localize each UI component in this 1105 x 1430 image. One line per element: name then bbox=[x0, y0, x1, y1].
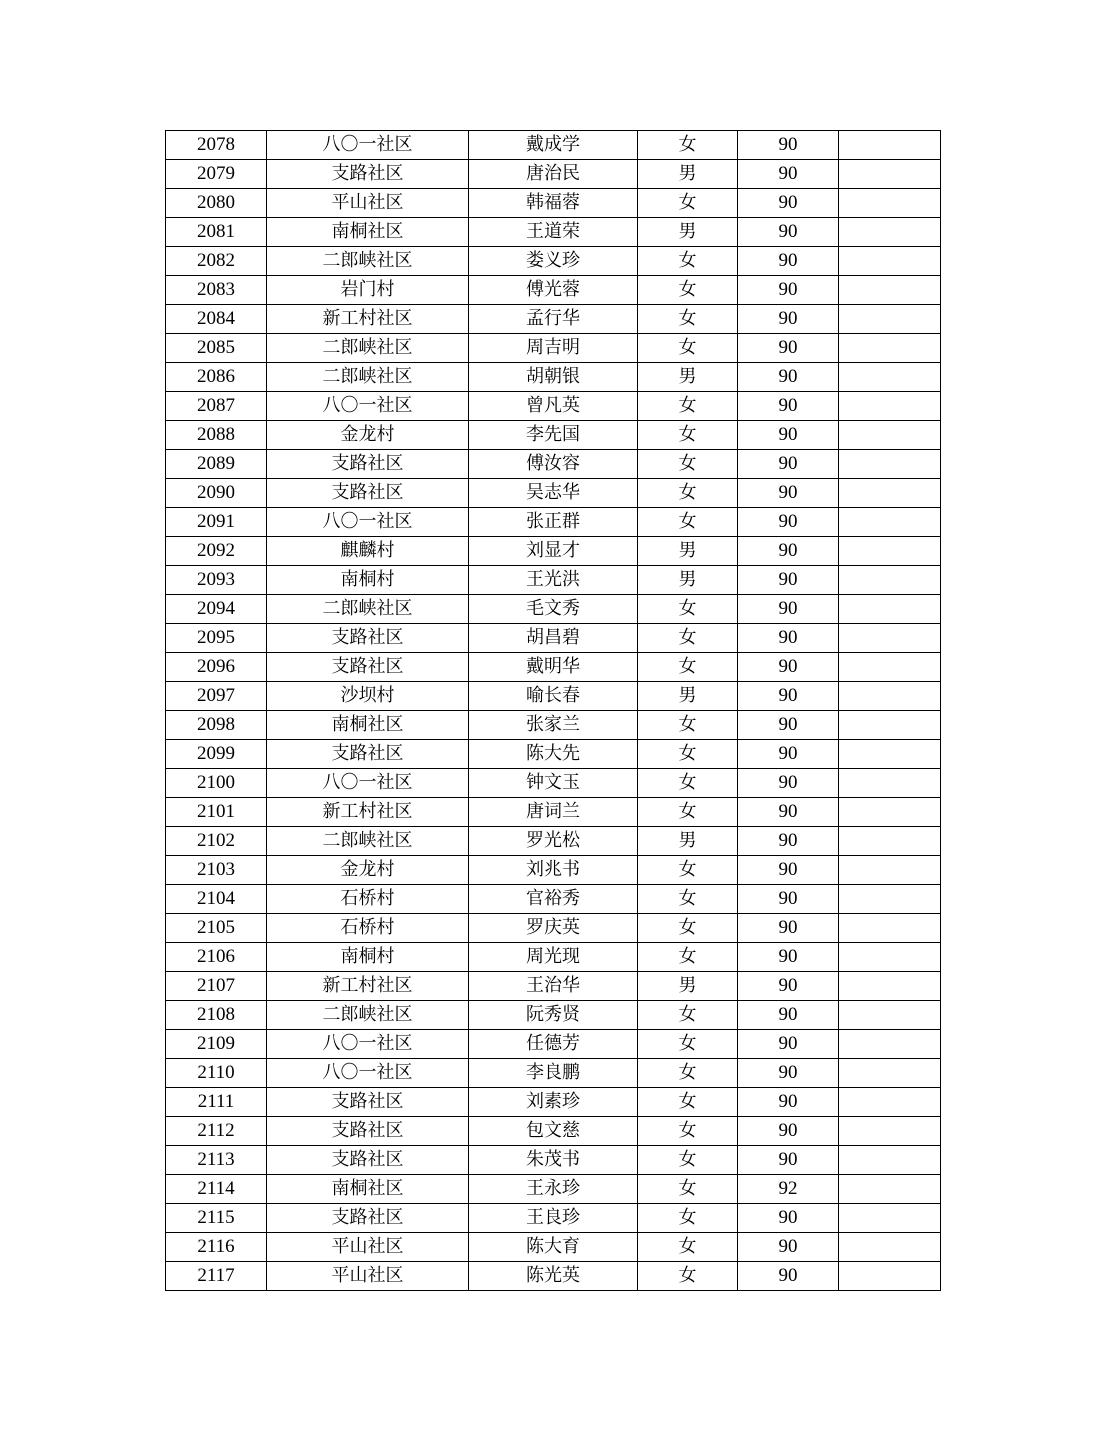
person-name-cell: 陈大育 bbox=[469, 1233, 638, 1262]
person-name-cell: 韩福蓉 bbox=[469, 189, 638, 218]
person-name-cell: 王光洪 bbox=[469, 566, 638, 595]
table-row bbox=[166, 131, 941, 160]
remark-cell bbox=[839, 247, 941, 276]
serial-number-cell: 2103 bbox=[166, 856, 267, 885]
sex-cell: 女 bbox=[638, 392, 738, 421]
age-cell: 90 bbox=[738, 218, 839, 247]
table-row bbox=[166, 1262, 941, 1291]
table-row bbox=[166, 1117, 941, 1146]
sex-cell: 女 bbox=[638, 305, 738, 334]
table-row bbox=[166, 595, 941, 624]
serial-number-cell: 2080 bbox=[166, 189, 267, 218]
serial-number-cell: 2098 bbox=[166, 711, 267, 740]
community-cell: 二郎峡社区 bbox=[267, 827, 469, 856]
person-name-cell: 任德芳 bbox=[469, 1030, 638, 1059]
serial-number-cell: 2088 bbox=[166, 421, 267, 450]
serial-number-cell: 2086 bbox=[166, 363, 267, 392]
sex-cell: 女 bbox=[638, 1088, 738, 1117]
sex-cell: 女 bbox=[638, 1175, 738, 1204]
community-cell: 南桐社区 bbox=[267, 1175, 469, 1204]
sex-cell: 男 bbox=[638, 363, 738, 392]
remark-cell bbox=[839, 1233, 941, 1262]
person-name-cell: 王道荣 bbox=[469, 218, 638, 247]
table-row bbox=[166, 943, 941, 972]
community-cell: 支路社区 bbox=[267, 1204, 469, 1233]
person-name-cell: 周吉明 bbox=[469, 334, 638, 363]
age-cell: 90 bbox=[738, 769, 839, 798]
table-row bbox=[166, 363, 941, 392]
sex-cell: 女 bbox=[638, 914, 738, 943]
person-name-cell: 包文慈 bbox=[469, 1117, 638, 1146]
sex-cell: 男 bbox=[638, 160, 738, 189]
table-row bbox=[166, 276, 941, 305]
age-cell: 90 bbox=[738, 595, 839, 624]
remark-cell bbox=[839, 943, 941, 972]
person-name-cell: 喻长春 bbox=[469, 682, 638, 711]
sex-cell: 女 bbox=[638, 856, 738, 885]
serial-number-cell: 2107 bbox=[166, 972, 267, 1001]
sex-cell: 女 bbox=[638, 885, 738, 914]
sex-cell: 女 bbox=[638, 450, 738, 479]
age-cell: 90 bbox=[738, 711, 839, 740]
table-row bbox=[166, 1059, 941, 1088]
community-cell: 八〇一社区 bbox=[267, 769, 469, 798]
sex-cell: 男 bbox=[638, 972, 738, 1001]
sex-cell: 女 bbox=[638, 508, 738, 537]
sex-cell: 男 bbox=[638, 682, 738, 711]
remark-cell bbox=[839, 769, 941, 798]
person-name-cell: 罗光松 bbox=[469, 827, 638, 856]
serial-number-cell: 2083 bbox=[166, 276, 267, 305]
table-row bbox=[166, 189, 941, 218]
remark-cell bbox=[839, 1001, 941, 1030]
table-row bbox=[166, 479, 941, 508]
age-cell: 90 bbox=[738, 653, 839, 682]
serial-number-cell: 2078 bbox=[166, 131, 267, 160]
community-cell: 二郎峡社区 bbox=[267, 247, 469, 276]
community-cell: 八〇一社区 bbox=[267, 131, 469, 160]
remark-cell bbox=[839, 653, 941, 682]
age-cell: 90 bbox=[738, 247, 839, 276]
roster-table bbox=[165, 130, 941, 1291]
age-cell: 90 bbox=[738, 189, 839, 218]
serial-number-cell: 2109 bbox=[166, 1030, 267, 1059]
table-row bbox=[166, 160, 941, 189]
remark-cell bbox=[839, 1088, 941, 1117]
sex-cell: 男 bbox=[638, 827, 738, 856]
serial-number-cell: 2112 bbox=[166, 1117, 267, 1146]
table-row bbox=[166, 914, 941, 943]
age-cell: 90 bbox=[738, 566, 839, 595]
community-cell: 支路社区 bbox=[267, 479, 469, 508]
community-cell: 八〇一社区 bbox=[267, 508, 469, 537]
community-cell: 支路社区 bbox=[267, 160, 469, 189]
age-cell: 90 bbox=[738, 1059, 839, 1088]
remark-cell bbox=[839, 972, 941, 1001]
table-row bbox=[166, 624, 941, 653]
person-name-cell: 钟文玉 bbox=[469, 769, 638, 798]
remark-cell bbox=[839, 305, 941, 334]
community-cell: 支路社区 bbox=[267, 653, 469, 682]
person-name-cell: 王永珍 bbox=[469, 1175, 638, 1204]
sex-cell: 女 bbox=[638, 711, 738, 740]
sex-cell: 女 bbox=[638, 189, 738, 218]
table-row bbox=[166, 827, 941, 856]
table-row bbox=[166, 711, 941, 740]
community-cell: 南桐村 bbox=[267, 943, 469, 972]
serial-number-cell: 2100 bbox=[166, 769, 267, 798]
person-name-cell: 李先国 bbox=[469, 421, 638, 450]
community-cell: 支路社区 bbox=[267, 450, 469, 479]
serial-number-cell: 2096 bbox=[166, 653, 267, 682]
community-cell: 石桥村 bbox=[267, 914, 469, 943]
table-row bbox=[166, 1204, 941, 1233]
community-cell: 平山社区 bbox=[267, 1262, 469, 1291]
sex-cell: 女 bbox=[638, 798, 738, 827]
community-cell: 平山社区 bbox=[267, 189, 469, 218]
community-cell: 支路社区 bbox=[267, 1088, 469, 1117]
age-cell: 90 bbox=[738, 537, 839, 566]
serial-number-cell: 2105 bbox=[166, 914, 267, 943]
remark-cell bbox=[839, 1059, 941, 1088]
remark-cell bbox=[839, 711, 941, 740]
community-cell: 支路社区 bbox=[267, 1146, 469, 1175]
serial-number-cell: 2101 bbox=[166, 798, 267, 827]
table-row bbox=[166, 769, 941, 798]
table-row bbox=[166, 305, 941, 334]
remark-cell bbox=[839, 1117, 941, 1146]
table-row bbox=[166, 334, 941, 363]
serial-number-cell: 2095 bbox=[166, 624, 267, 653]
age-cell: 90 bbox=[738, 479, 839, 508]
serial-number-cell: 2094 bbox=[166, 595, 267, 624]
community-cell: 二郎峡社区 bbox=[267, 595, 469, 624]
remark-cell bbox=[839, 856, 941, 885]
sex-cell: 女 bbox=[638, 1117, 738, 1146]
remark-cell bbox=[839, 131, 941, 160]
serial-number-cell: 2093 bbox=[166, 566, 267, 595]
table-row bbox=[166, 856, 941, 885]
table-row bbox=[166, 1146, 941, 1175]
serial-number-cell: 2089 bbox=[166, 450, 267, 479]
person-name-cell: 毛文秀 bbox=[469, 595, 638, 624]
table-row bbox=[166, 1175, 941, 1204]
table-row bbox=[166, 421, 941, 450]
serial-number-cell: 2087 bbox=[166, 392, 267, 421]
remark-cell bbox=[839, 1146, 941, 1175]
person-name-cell: 朱茂书 bbox=[469, 1146, 638, 1175]
table-row bbox=[166, 1088, 941, 1117]
serial-number-cell: 2111 bbox=[166, 1088, 267, 1117]
age-cell: 90 bbox=[738, 972, 839, 1001]
table-row bbox=[166, 972, 941, 1001]
table-row bbox=[166, 885, 941, 914]
community-cell: 二郎峡社区 bbox=[267, 334, 469, 363]
serial-number-cell: 2092 bbox=[166, 537, 267, 566]
sex-cell: 女 bbox=[638, 1146, 738, 1175]
remark-cell bbox=[839, 276, 941, 305]
sex-cell: 女 bbox=[638, 421, 738, 450]
community-cell: 支路社区 bbox=[267, 740, 469, 769]
table-row bbox=[166, 508, 941, 537]
age-cell: 90 bbox=[738, 1088, 839, 1117]
person-name-cell: 曾凡英 bbox=[469, 392, 638, 421]
remark-cell bbox=[839, 566, 941, 595]
age-cell: 90 bbox=[738, 392, 839, 421]
age-cell: 90 bbox=[738, 1030, 839, 1059]
sex-cell: 女 bbox=[638, 1262, 738, 1291]
remark-cell bbox=[839, 827, 941, 856]
sex-cell: 男 bbox=[638, 537, 738, 566]
remark-cell bbox=[839, 189, 941, 218]
person-name-cell: 李良鹏 bbox=[469, 1059, 638, 1088]
community-cell: 二郎峡社区 bbox=[267, 1001, 469, 1030]
community-cell: 八〇一社区 bbox=[267, 392, 469, 421]
community-cell: 南桐社区 bbox=[267, 711, 469, 740]
community-cell: 支路社区 bbox=[267, 624, 469, 653]
community-cell: 新工村社区 bbox=[267, 798, 469, 827]
person-name-cell: 吴志华 bbox=[469, 479, 638, 508]
age-cell: 90 bbox=[738, 1262, 839, 1291]
table-row bbox=[166, 392, 941, 421]
person-name-cell: 阮秀贤 bbox=[469, 1001, 638, 1030]
age-cell: 90 bbox=[738, 798, 839, 827]
age-cell: 90 bbox=[738, 305, 839, 334]
serial-number-cell: 2114 bbox=[166, 1175, 267, 1204]
serial-number-cell: 2079 bbox=[166, 160, 267, 189]
person-name-cell: 胡昌碧 bbox=[469, 624, 638, 653]
community-cell: 八〇一社区 bbox=[267, 1030, 469, 1059]
sex-cell: 女 bbox=[638, 740, 738, 769]
person-name-cell: 刘兆书 bbox=[469, 856, 638, 885]
age-cell: 92 bbox=[738, 1175, 839, 1204]
remark-cell bbox=[839, 914, 941, 943]
age-cell: 90 bbox=[738, 740, 839, 769]
person-name-cell: 胡朝银 bbox=[469, 363, 638, 392]
community-cell: 南桐村 bbox=[267, 566, 469, 595]
remark-cell bbox=[839, 508, 941, 537]
sex-cell: 女 bbox=[638, 276, 738, 305]
sex-cell: 女 bbox=[638, 624, 738, 653]
age-cell: 90 bbox=[738, 1204, 839, 1233]
person-name-cell: 刘显才 bbox=[469, 537, 638, 566]
serial-number-cell: 2084 bbox=[166, 305, 267, 334]
sex-cell: 女 bbox=[638, 1233, 738, 1262]
age-cell: 90 bbox=[738, 421, 839, 450]
age-cell: 90 bbox=[738, 856, 839, 885]
age-cell: 90 bbox=[738, 914, 839, 943]
sex-cell: 女 bbox=[638, 479, 738, 508]
age-cell: 90 bbox=[738, 334, 839, 363]
person-name-cell: 孟行华 bbox=[469, 305, 638, 334]
serial-number-cell: 2102 bbox=[166, 827, 267, 856]
age-cell: 90 bbox=[738, 276, 839, 305]
person-name-cell: 官裕秀 bbox=[469, 885, 638, 914]
table-row bbox=[166, 740, 941, 769]
person-name-cell: 唐治民 bbox=[469, 160, 638, 189]
remark-cell bbox=[839, 479, 941, 508]
age-cell: 90 bbox=[738, 450, 839, 479]
table-row bbox=[166, 653, 941, 682]
sex-cell: 女 bbox=[638, 1059, 738, 1088]
person-name-cell: 张家兰 bbox=[469, 711, 638, 740]
sex-cell: 女 bbox=[638, 334, 738, 363]
remark-cell bbox=[839, 682, 941, 711]
serial-number-cell: 2097 bbox=[166, 682, 267, 711]
community-cell: 金龙村 bbox=[267, 421, 469, 450]
remark-cell bbox=[839, 740, 941, 769]
community-cell: 岩门村 bbox=[267, 276, 469, 305]
person-name-cell: 傅汝容 bbox=[469, 450, 638, 479]
table-row bbox=[166, 218, 941, 247]
person-name-cell: 罗庆英 bbox=[469, 914, 638, 943]
person-name-cell: 戴明华 bbox=[469, 653, 638, 682]
serial-number-cell: 2106 bbox=[166, 943, 267, 972]
table-row bbox=[166, 450, 941, 479]
age-cell: 90 bbox=[738, 827, 839, 856]
remark-cell bbox=[839, 363, 941, 392]
age-cell: 90 bbox=[738, 682, 839, 711]
remark-cell bbox=[839, 392, 941, 421]
sex-cell: 女 bbox=[638, 1204, 738, 1233]
remark-cell bbox=[839, 421, 941, 450]
serial-number-cell: 2090 bbox=[166, 479, 267, 508]
serial-number-cell: 2081 bbox=[166, 218, 267, 247]
community-cell: 新工村社区 bbox=[267, 972, 469, 1001]
serial-number-cell: 2113 bbox=[166, 1146, 267, 1175]
community-cell: 石桥村 bbox=[267, 885, 469, 914]
person-name-cell: 刘素珍 bbox=[469, 1088, 638, 1117]
sex-cell: 女 bbox=[638, 131, 738, 160]
remark-cell bbox=[839, 1204, 941, 1233]
person-name-cell: 陈光英 bbox=[469, 1262, 638, 1291]
age-cell: 90 bbox=[738, 624, 839, 653]
community-cell: 二郎峡社区 bbox=[267, 363, 469, 392]
remark-cell bbox=[839, 885, 941, 914]
person-name-cell: 张正群 bbox=[469, 508, 638, 537]
remark-cell bbox=[839, 537, 941, 566]
age-cell: 90 bbox=[738, 1233, 839, 1262]
age-cell: 90 bbox=[738, 885, 839, 914]
community-cell: 新工村社区 bbox=[267, 305, 469, 334]
sex-cell: 女 bbox=[638, 595, 738, 624]
community-cell: 平山社区 bbox=[267, 1233, 469, 1262]
remark-cell bbox=[839, 1175, 941, 1204]
serial-number-cell: 2110 bbox=[166, 1059, 267, 1088]
age-cell: 90 bbox=[738, 1001, 839, 1030]
community-cell: 支路社区 bbox=[267, 1117, 469, 1146]
age-cell: 90 bbox=[738, 131, 839, 160]
sex-cell: 女 bbox=[638, 247, 738, 276]
community-cell: 金龙村 bbox=[267, 856, 469, 885]
serial-number-cell: 2104 bbox=[166, 885, 267, 914]
table-row bbox=[166, 537, 941, 566]
person-name-cell: 王良珍 bbox=[469, 1204, 638, 1233]
serial-number-cell: 2082 bbox=[166, 247, 267, 276]
age-cell: 90 bbox=[738, 363, 839, 392]
table-row bbox=[166, 682, 941, 711]
table-row bbox=[166, 1233, 941, 1262]
table-row bbox=[166, 1001, 941, 1030]
remark-cell bbox=[839, 450, 941, 479]
community-cell: 八〇一社区 bbox=[267, 1059, 469, 1088]
age-cell: 90 bbox=[738, 160, 839, 189]
person-name-cell: 唐词兰 bbox=[469, 798, 638, 827]
table-row bbox=[166, 1030, 941, 1059]
serial-number-cell: 2091 bbox=[166, 508, 267, 537]
serial-number-cell: 2108 bbox=[166, 1001, 267, 1030]
sex-cell: 女 bbox=[638, 1030, 738, 1059]
person-name-cell: 戴成学 bbox=[469, 131, 638, 160]
remark-cell bbox=[839, 1030, 941, 1059]
remark-cell bbox=[839, 334, 941, 363]
community-cell: 麒麟村 bbox=[267, 537, 469, 566]
person-name-cell: 娄义珍 bbox=[469, 247, 638, 276]
sex-cell: 女 bbox=[638, 943, 738, 972]
community-cell: 南桐社区 bbox=[267, 218, 469, 247]
sex-cell: 女 bbox=[638, 1001, 738, 1030]
age-cell: 90 bbox=[738, 1117, 839, 1146]
sex-cell: 男 bbox=[638, 218, 738, 247]
sex-cell: 女 bbox=[638, 769, 738, 798]
person-name-cell: 陈大先 bbox=[469, 740, 638, 769]
community-cell: 沙坝村 bbox=[267, 682, 469, 711]
age-cell: 90 bbox=[738, 1146, 839, 1175]
sex-cell: 男 bbox=[638, 566, 738, 595]
table-row bbox=[166, 566, 941, 595]
sex-cell: 女 bbox=[638, 653, 738, 682]
table-row bbox=[166, 247, 941, 276]
remark-cell bbox=[839, 624, 941, 653]
remark-cell bbox=[839, 160, 941, 189]
remark-cell bbox=[839, 595, 941, 624]
person-name-cell: 傅光蓉 bbox=[469, 276, 638, 305]
table-row bbox=[166, 798, 941, 827]
remark-cell bbox=[839, 798, 941, 827]
remark-cell bbox=[839, 1262, 941, 1291]
person-name-cell: 王治华 bbox=[469, 972, 638, 1001]
roster-table-body bbox=[166, 131, 941, 1291]
person-name-cell: 周光现 bbox=[469, 943, 638, 972]
remark-cell bbox=[839, 218, 941, 247]
age-cell: 90 bbox=[738, 943, 839, 972]
serial-number-cell: 2099 bbox=[166, 740, 267, 769]
serial-number-cell: 2115 bbox=[166, 1204, 267, 1233]
serial-number-cell: 2085 bbox=[166, 334, 267, 363]
age-cell: 90 bbox=[738, 508, 839, 537]
serial-number-cell: 2117 bbox=[166, 1262, 267, 1291]
serial-number-cell: 2116 bbox=[166, 1233, 267, 1262]
